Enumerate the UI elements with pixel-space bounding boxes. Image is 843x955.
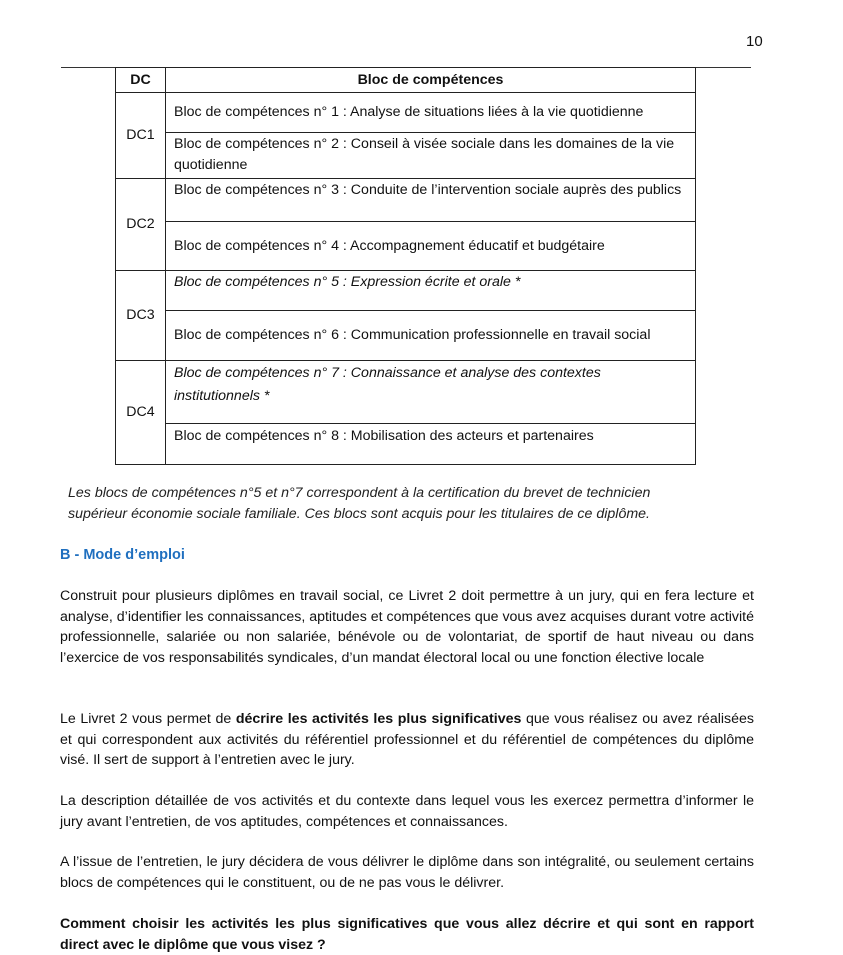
section-title: B - Mode d’emploi bbox=[60, 547, 185, 563]
paragraph bbox=[60, 709, 754, 771]
bloc-cell: Bloc de compétences n° 6 : Communication professionnelle en travail social bbox=[166, 311, 696, 361]
table-row bbox=[116, 222, 696, 271]
dc-cell: DC2 bbox=[116, 179, 166, 271]
table-row bbox=[116, 179, 696, 222]
emphasis-text: décrire les activités les plus significatives bbox=[235, 711, 522, 727]
table-footnote: Les blocs de compétences n°5 et n°7 correspondent à la certification du brevet de technicien supérieur économie sociale familiale. Ces blocs sont acquis pour les titulaires de ce diplôme. bbox=[68, 485, 651, 522]
dc-cell: DC4 bbox=[116, 361, 166, 465]
bloc-cell: Bloc de compétences n° 8 : Mobilisation des acteurs et partenaires bbox=[166, 424, 696, 465]
paragraph-text: que vous réalisez ou avez réalisées et qui correspondent aux activités du référentiel professionnel et du référentiel de compétences du diplôme visé. Il sert de support à l’entretien avec le jury. bbox=[60, 711, 754, 769]
table-row bbox=[116, 424, 696, 465]
dc-cell: DC1 bbox=[116, 93, 166, 179]
header-dc: DC bbox=[116, 68, 166, 93]
table-row bbox=[116, 271, 696, 311]
table-row bbox=[116, 361, 696, 424]
bloc-cell: Bloc de compétences n° 4 : Accompagnement éducatif et budgétaire bbox=[166, 222, 696, 271]
bloc-cell: Bloc de compétences n° 1 : Analyse de situations liées à la vie quotidienne bbox=[166, 93, 696, 133]
table-header-row bbox=[116, 68, 696, 93]
bloc-cell: Bloc de compétences n° 3 : Conduite de l’intervention sociale auprès des publics bbox=[166, 179, 696, 222]
question-heading: Comment choisir les activités les plus significatives que vous allez décrire et qui sont en rapport direct avec le diplôme que vous visez ? bbox=[60, 916, 754, 953]
table-row bbox=[116, 93, 696, 133]
paragraph: La description détaillée de vos activités et du contexte dans lequel vous les exercez permettra d’informer le jury avant l’entretien, de vos aptitudes, compétences et connaissances. bbox=[60, 793, 754, 830]
table-row bbox=[116, 133, 696, 179]
page-number: 10 bbox=[746, 33, 763, 50]
bloc-cell: Bloc de compétences n° 2 : Conseil à visée sociale dans les domaines de la vie quotidienne bbox=[166, 133, 696, 179]
bloc-cell: Bloc de compétences n° 5 : Expression écrite et orale * bbox=[166, 271, 696, 311]
paragraph: A l’issue de l’entretien, le jury décidera de vous délivrer le diplôme dans son intégralité, ou seulement certains blocs de compétences qui le constituent, ou de ne pas vous le délivrer. bbox=[60, 854, 754, 891]
paragraph-text: Le Livret 2 vous permet de bbox=[60, 711, 236, 727]
table-row bbox=[116, 311, 696, 361]
competence-blocks-table bbox=[115, 67, 696, 465]
dc-cell: DC3 bbox=[116, 271, 166, 361]
header-bloc: Bloc de compétences bbox=[166, 68, 696, 93]
paragraph: Construit pour plusieurs diplômes en travail social, ce Livret 2 doit permettre à un jury, qui en fera lecture et analyse, d’identifier les connaissances, aptitudes et compétences que vous avez acquises durant votre activité professionnelle, salariée ou non salariée, bénévole ou de volontariat, de sportif de haut niveau ou dans l’exercice de vos responsabilités syndicales, d’un mandat électoral local ou une fonction élective locale bbox=[60, 588, 755, 666]
bloc-cell: Bloc de compétences n° 7 : Connaissance et analyse des contextes institutionnels * bbox=[166, 361, 696, 424]
